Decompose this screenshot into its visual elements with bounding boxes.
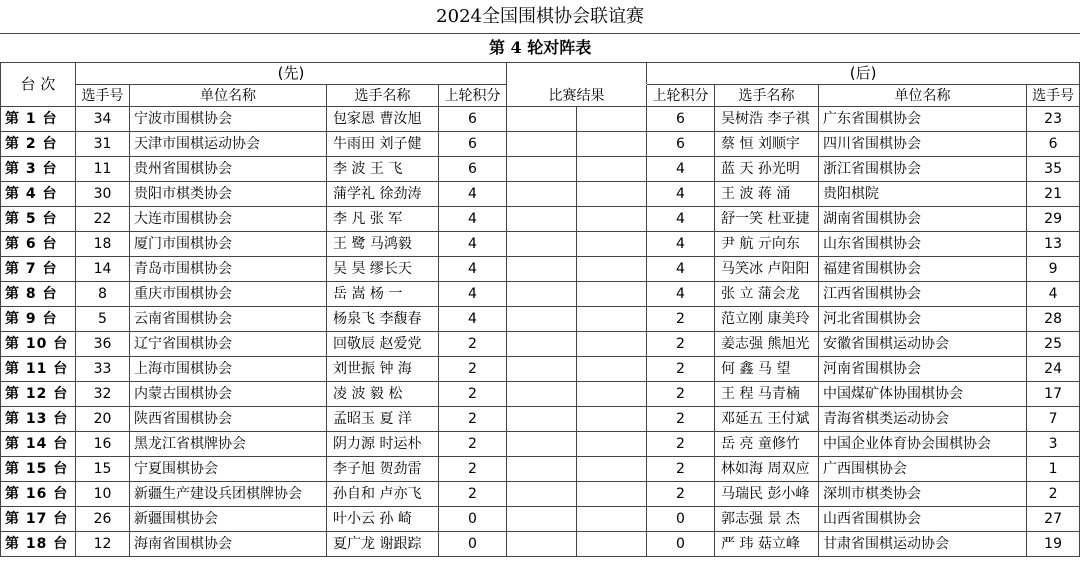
second-unit-name: 贵阳棋院 (819, 182, 1027, 207)
first-unit-name: 海南省围棋协会 (130, 532, 327, 557)
second-player-number: 25 (1027, 332, 1080, 357)
round-cell: 第 16 台 (1, 482, 76, 507)
round-cell: 第 3 台 (1, 157, 76, 182)
second-player-names: 姜志强 熊旭光 (715, 332, 819, 357)
first-prev-score: 2 (439, 432, 507, 457)
table-row (1, 432, 1080, 457)
result-cell-second (577, 507, 647, 532)
first-player-number: 10 (76, 482, 130, 507)
first-prev-score: 2 (439, 382, 507, 407)
result-cell-first (507, 407, 577, 432)
second-unit-name: 中国煤矿体协围棋协会 (819, 382, 1027, 407)
first-prev-score: 4 (439, 307, 507, 332)
first-unit-name: 新疆围棋协会 (130, 507, 327, 532)
first-prev-score: 4 (439, 257, 507, 282)
second-player-number: 21 (1027, 182, 1080, 207)
second-prev-score: 6 (647, 107, 715, 132)
second-player-number: 6 (1027, 132, 1080, 157)
first-prev-score: 2 (439, 407, 507, 432)
result-cell-second (577, 282, 647, 307)
round-cell: 第 7 台 (1, 257, 76, 282)
first-unit-name: 新疆生产建设兵团棋牌协会 (130, 482, 327, 507)
second-player-number: 9 (1027, 257, 1080, 282)
second-player-number: 1 (1027, 457, 1080, 482)
result-cell-second (577, 482, 647, 507)
result-cell-first (507, 332, 577, 357)
second-unit-name: 江西省围棋协会 (819, 282, 1027, 307)
table-row (1, 507, 1080, 532)
second-player-number: 29 (1027, 207, 1080, 232)
table-row (1, 382, 1080, 407)
table-row (1, 207, 1080, 232)
table-row (1, 482, 1080, 507)
second-unit-name: 广西围棋协会 (819, 457, 1027, 482)
second-prev-score: 0 (647, 507, 715, 532)
first-player-number: 30 (76, 182, 130, 207)
result-cell-second (577, 407, 647, 432)
second-prev-score: 2 (647, 332, 715, 357)
first-prev-score: 0 (439, 507, 507, 532)
first-prev-score: 2 (439, 332, 507, 357)
result-cell-first (507, 257, 577, 282)
second-unit-name: 中国企业体育协会围棋协会 (819, 432, 1027, 457)
second-player-number: 28 (1027, 307, 1080, 332)
result-cell-first (507, 357, 577, 382)
first-player-number: 33 (76, 357, 130, 382)
first-unit-name: 青岛市围棋协会 (130, 257, 327, 282)
first-player-number: 11 (76, 157, 130, 182)
first-unit-name: 天津市围棋运动协会 (130, 132, 327, 157)
second-player-number: 2 (1027, 482, 1080, 507)
first-unit-name: 上海市围棋协会 (130, 357, 327, 382)
first-unit-name: 宁波市围棋协会 (130, 107, 327, 132)
second-prev-score: 2 (647, 307, 715, 332)
round-cell: 第 14 台 (1, 432, 76, 457)
second-unit-name: 河南省围棋协会 (819, 357, 1027, 382)
result-cell-second (577, 132, 647, 157)
first-player-number: 26 (76, 507, 130, 532)
second-unit-name: 福建省围棋协会 (819, 257, 1027, 282)
second-unit-name: 河北省围棋协会 (819, 307, 1027, 332)
result-cell-first (507, 207, 577, 232)
result-cell-second (577, 382, 647, 407)
first-player-names: 李 波 王 飞 (327, 157, 439, 182)
second-prev-score: 0 (647, 532, 715, 557)
result-cell-first (507, 157, 577, 182)
second-player-number: 23 (1027, 107, 1080, 132)
first-unit-name: 云南省围棋协会 (130, 307, 327, 332)
second-player-names: 岳 亮 童修竹 (715, 432, 819, 457)
first-prev-score: 6 (439, 132, 507, 157)
table-row (1, 307, 1080, 332)
table-row (1, 257, 1080, 282)
second-prev-score: 4 (647, 182, 715, 207)
first-player-names: 李子旭 贺劲雷 (327, 457, 439, 482)
round-cell: 第 2 台 (1, 132, 76, 157)
second-player-number: 27 (1027, 507, 1080, 532)
second-unit-name: 湖南省围棋协会 (819, 207, 1027, 232)
second-player-names: 尹 航 亓向东 (715, 232, 819, 257)
first-player-number: 31 (76, 132, 130, 157)
first-prev-score: 0 (439, 532, 507, 557)
round-cell: 第 6 台 (1, 232, 76, 257)
first-prev-score: 4 (439, 232, 507, 257)
table-row (1, 132, 1080, 157)
second-player-number: 19 (1027, 532, 1080, 557)
first-player-names: 刘世振 钟 海 (327, 357, 439, 382)
first-player-names: 吴 昊 缪长天 (327, 257, 439, 282)
first-player-names: 岳 嵩 杨 一 (327, 282, 439, 307)
first-player-names: 杨泉飞 李馥春 (327, 307, 439, 332)
header-b-score: 上轮积分 (647, 85, 715, 107)
second-player-names: 何 鑫 马 望 (715, 357, 819, 382)
second-player-names: 郭志强 景 杰 (715, 507, 819, 532)
second-unit-name: 四川省围棋协会 (819, 132, 1027, 157)
first-player-names: 包家恩 曹汝旭 (327, 107, 439, 132)
first-prev-score: 2 (439, 357, 507, 382)
second-prev-score: 2 (647, 357, 715, 382)
round-cell: 第 4 台 (1, 182, 76, 207)
result-cell-second (577, 182, 647, 207)
first-unit-name: 黑龙江省棋牌协会 (130, 432, 327, 457)
table-row (1, 157, 1080, 182)
round-cell: 第 12 台 (1, 382, 76, 407)
second-prev-score: 4 (647, 232, 715, 257)
first-player-number: 14 (76, 257, 130, 282)
second-prev-score: 4 (647, 157, 715, 182)
second-prev-score: 2 (647, 407, 715, 432)
second-player-names: 范立刚 康美玲 (715, 307, 819, 332)
result-cell-first (507, 532, 577, 557)
header-a-score: 上轮积分 (439, 85, 507, 107)
first-player-names: 孙自和 卢亦飞 (327, 482, 439, 507)
round-cell: 第 17 台 (1, 507, 76, 532)
result-cell-second (577, 357, 647, 382)
first-prev-score: 2 (439, 482, 507, 507)
first-player-number: 8 (76, 282, 130, 307)
header-b-unit: 单位名称 (819, 85, 1027, 107)
result-cell-second (577, 257, 647, 282)
second-unit-name: 安徽省围棋运动协会 (819, 332, 1027, 357)
header-second-side: (后) (647, 63, 1080, 85)
first-unit-name: 大连市围棋协会 (130, 207, 327, 232)
round-cell: 第 1 台 (1, 107, 76, 132)
second-player-number: 35 (1027, 157, 1080, 182)
result-cell-second (577, 232, 647, 257)
first-player-number: 5 (76, 307, 130, 332)
second-player-names: 蓝 天 孙光明 (715, 157, 819, 182)
second-unit-name: 浙江省围棋协会 (819, 157, 1027, 182)
table-row (1, 532, 1080, 557)
second-player-names: 马笑冰 卢阳阳 (715, 257, 819, 282)
page-title: 2024全国围棋协会联谊赛 (1, 1, 1080, 34)
round-cell: 第 8 台 (1, 282, 76, 307)
second-player-names: 吴树浩 李子祺 (715, 107, 819, 132)
result-cell-first (507, 182, 577, 207)
result-cell-first (507, 382, 577, 407)
round-cell: 第 13 台 (1, 407, 76, 432)
header-a-player: 选手名称 (327, 85, 439, 107)
first-unit-name: 贵阳市棋类协会 (130, 182, 327, 207)
first-prev-score: 4 (439, 182, 507, 207)
second-unit-name: 深圳市棋类协会 (819, 482, 1027, 507)
result-cell-first (507, 107, 577, 132)
first-player-number: 18 (76, 232, 130, 257)
first-player-number: 22 (76, 207, 130, 232)
first-player-names: 王 鹭 马鸿毅 (327, 232, 439, 257)
header-a-num: 选手号 (76, 85, 130, 107)
second-prev-score: 6 (647, 132, 715, 157)
header-round: 台 次 (1, 63, 76, 107)
result-cell-first (507, 507, 577, 532)
first-player-number: 20 (76, 407, 130, 432)
table-row (1, 457, 1080, 482)
first-unit-name: 厦门市围棋协会 (130, 232, 327, 257)
round-cell: 第 15 台 (1, 457, 76, 482)
second-unit-name: 广东省围棋协会 (819, 107, 1027, 132)
first-unit-name: 辽宁省围棋协会 (130, 332, 327, 357)
round-cell: 第 18 台 (1, 532, 76, 557)
result-cell-second (577, 457, 647, 482)
first-prev-score: 4 (439, 282, 507, 307)
result-cell-second (577, 157, 647, 182)
result-cell-second (577, 332, 647, 357)
result-cell-second (577, 432, 647, 457)
result-cell-first (507, 132, 577, 157)
second-player-names: 林如海 周双应 (715, 457, 819, 482)
result-cell-first (507, 282, 577, 307)
second-player-number: 3 (1027, 432, 1080, 457)
second-player-number: 4 (1027, 282, 1080, 307)
first-player-number: 15 (76, 457, 130, 482)
second-player-names: 蔡 恒 刘顺宇 (715, 132, 819, 157)
second-player-number: 13 (1027, 232, 1080, 257)
round-cell: 第 5 台 (1, 207, 76, 232)
table-row (1, 282, 1080, 307)
result-cell-second (577, 107, 647, 132)
second-prev-score: 4 (647, 207, 715, 232)
second-player-names: 马瑞民 彭小峰 (715, 482, 819, 507)
second-unit-name: 青海省棋类运动协会 (819, 407, 1027, 432)
second-prev-score: 4 (647, 257, 715, 282)
table-row (1, 332, 1080, 357)
first-player-number: 16 (76, 432, 130, 457)
first-prev-score: 6 (439, 157, 507, 182)
header-b-num: 选手号 (1027, 85, 1080, 107)
first-unit-name: 贵州省围棋协会 (130, 157, 327, 182)
second-prev-score: 4 (647, 282, 715, 307)
second-player-names: 舒一笑 杜亚捷 (715, 207, 819, 232)
header-result-spacer (507, 63, 647, 85)
result-cell-first (507, 457, 577, 482)
second-unit-name: 山东省围棋协会 (819, 232, 1027, 257)
header-a-unit: 单位名称 (130, 85, 327, 107)
first-player-names: 李 凡 张 军 (327, 207, 439, 232)
first-prev-score: 2 (439, 457, 507, 482)
first-player-names: 孟昭玉 夏 洋 (327, 407, 439, 432)
first-player-number: 36 (76, 332, 130, 357)
table-row (1, 407, 1080, 432)
table-row (1, 232, 1080, 257)
second-player-number: 7 (1027, 407, 1080, 432)
second-player-names: 王 波 蒋 涌 (715, 182, 819, 207)
table-row (1, 357, 1080, 382)
result-cell-second (577, 207, 647, 232)
second-player-number: 24 (1027, 357, 1080, 382)
second-player-names: 王 程 马青楠 (715, 382, 819, 407)
round-subtitle: 第 4 轮对阵表 (1, 34, 1080, 63)
first-prev-score: 4 (439, 207, 507, 232)
first-player-names: 牛雨田 刘子健 (327, 132, 439, 157)
second-prev-score: 2 (647, 457, 715, 482)
header-result: 比赛结果 (507, 85, 647, 107)
first-player-names: 回敬辰 赵爱党 (327, 332, 439, 357)
second-prev-score: 2 (647, 482, 715, 507)
result-cell-first (507, 232, 577, 257)
first-player-number: 32 (76, 382, 130, 407)
first-unit-name: 重庆市围棋协会 (130, 282, 327, 307)
first-player-names: 蒲学礼 徐劲涛 (327, 182, 439, 207)
result-cell-second (577, 307, 647, 332)
first-unit-name: 陕西省围棋协会 (130, 407, 327, 432)
first-player-number: 12 (76, 532, 130, 557)
second-player-names: 张 立 蒲会龙 (715, 282, 819, 307)
header-first-side: (先) (76, 63, 507, 85)
second-unit-name: 甘肃省围棋运动协会 (819, 532, 1027, 557)
first-unit-name: 内蒙古围棋协会 (130, 382, 327, 407)
result-cell-first (507, 307, 577, 332)
result-cell-first (507, 482, 577, 507)
round-cell: 第 9 台 (1, 307, 76, 332)
result-cell-second (577, 532, 647, 557)
first-player-names: 阴力源 时运朴 (327, 432, 439, 457)
second-unit-name: 山西省围棋协会 (819, 507, 1027, 532)
first-unit-name: 宁夏围棋协会 (130, 457, 327, 482)
table-row (1, 107, 1080, 132)
first-player-number: 34 (76, 107, 130, 132)
second-prev-score: 2 (647, 432, 715, 457)
first-player-names: 叶小云 孙 崎 (327, 507, 439, 532)
first-player-names: 凌 波 毅 松 (327, 382, 439, 407)
second-player-number: 17 (1027, 382, 1080, 407)
header-b-player: 选手名称 (715, 85, 819, 107)
second-prev-score: 2 (647, 382, 715, 407)
first-player-names: 夏广龙 谢跟踪 (327, 532, 439, 557)
second-player-names: 邓延五 王付斌 (715, 407, 819, 432)
second-player-names: 严 玮 菇立峰 (715, 532, 819, 557)
round-cell: 第 11 台 (1, 357, 76, 382)
first-prev-score: 6 (439, 107, 507, 132)
round-cell: 第 10 台 (1, 332, 76, 357)
table-row (1, 182, 1080, 207)
result-cell-first (507, 432, 577, 457)
